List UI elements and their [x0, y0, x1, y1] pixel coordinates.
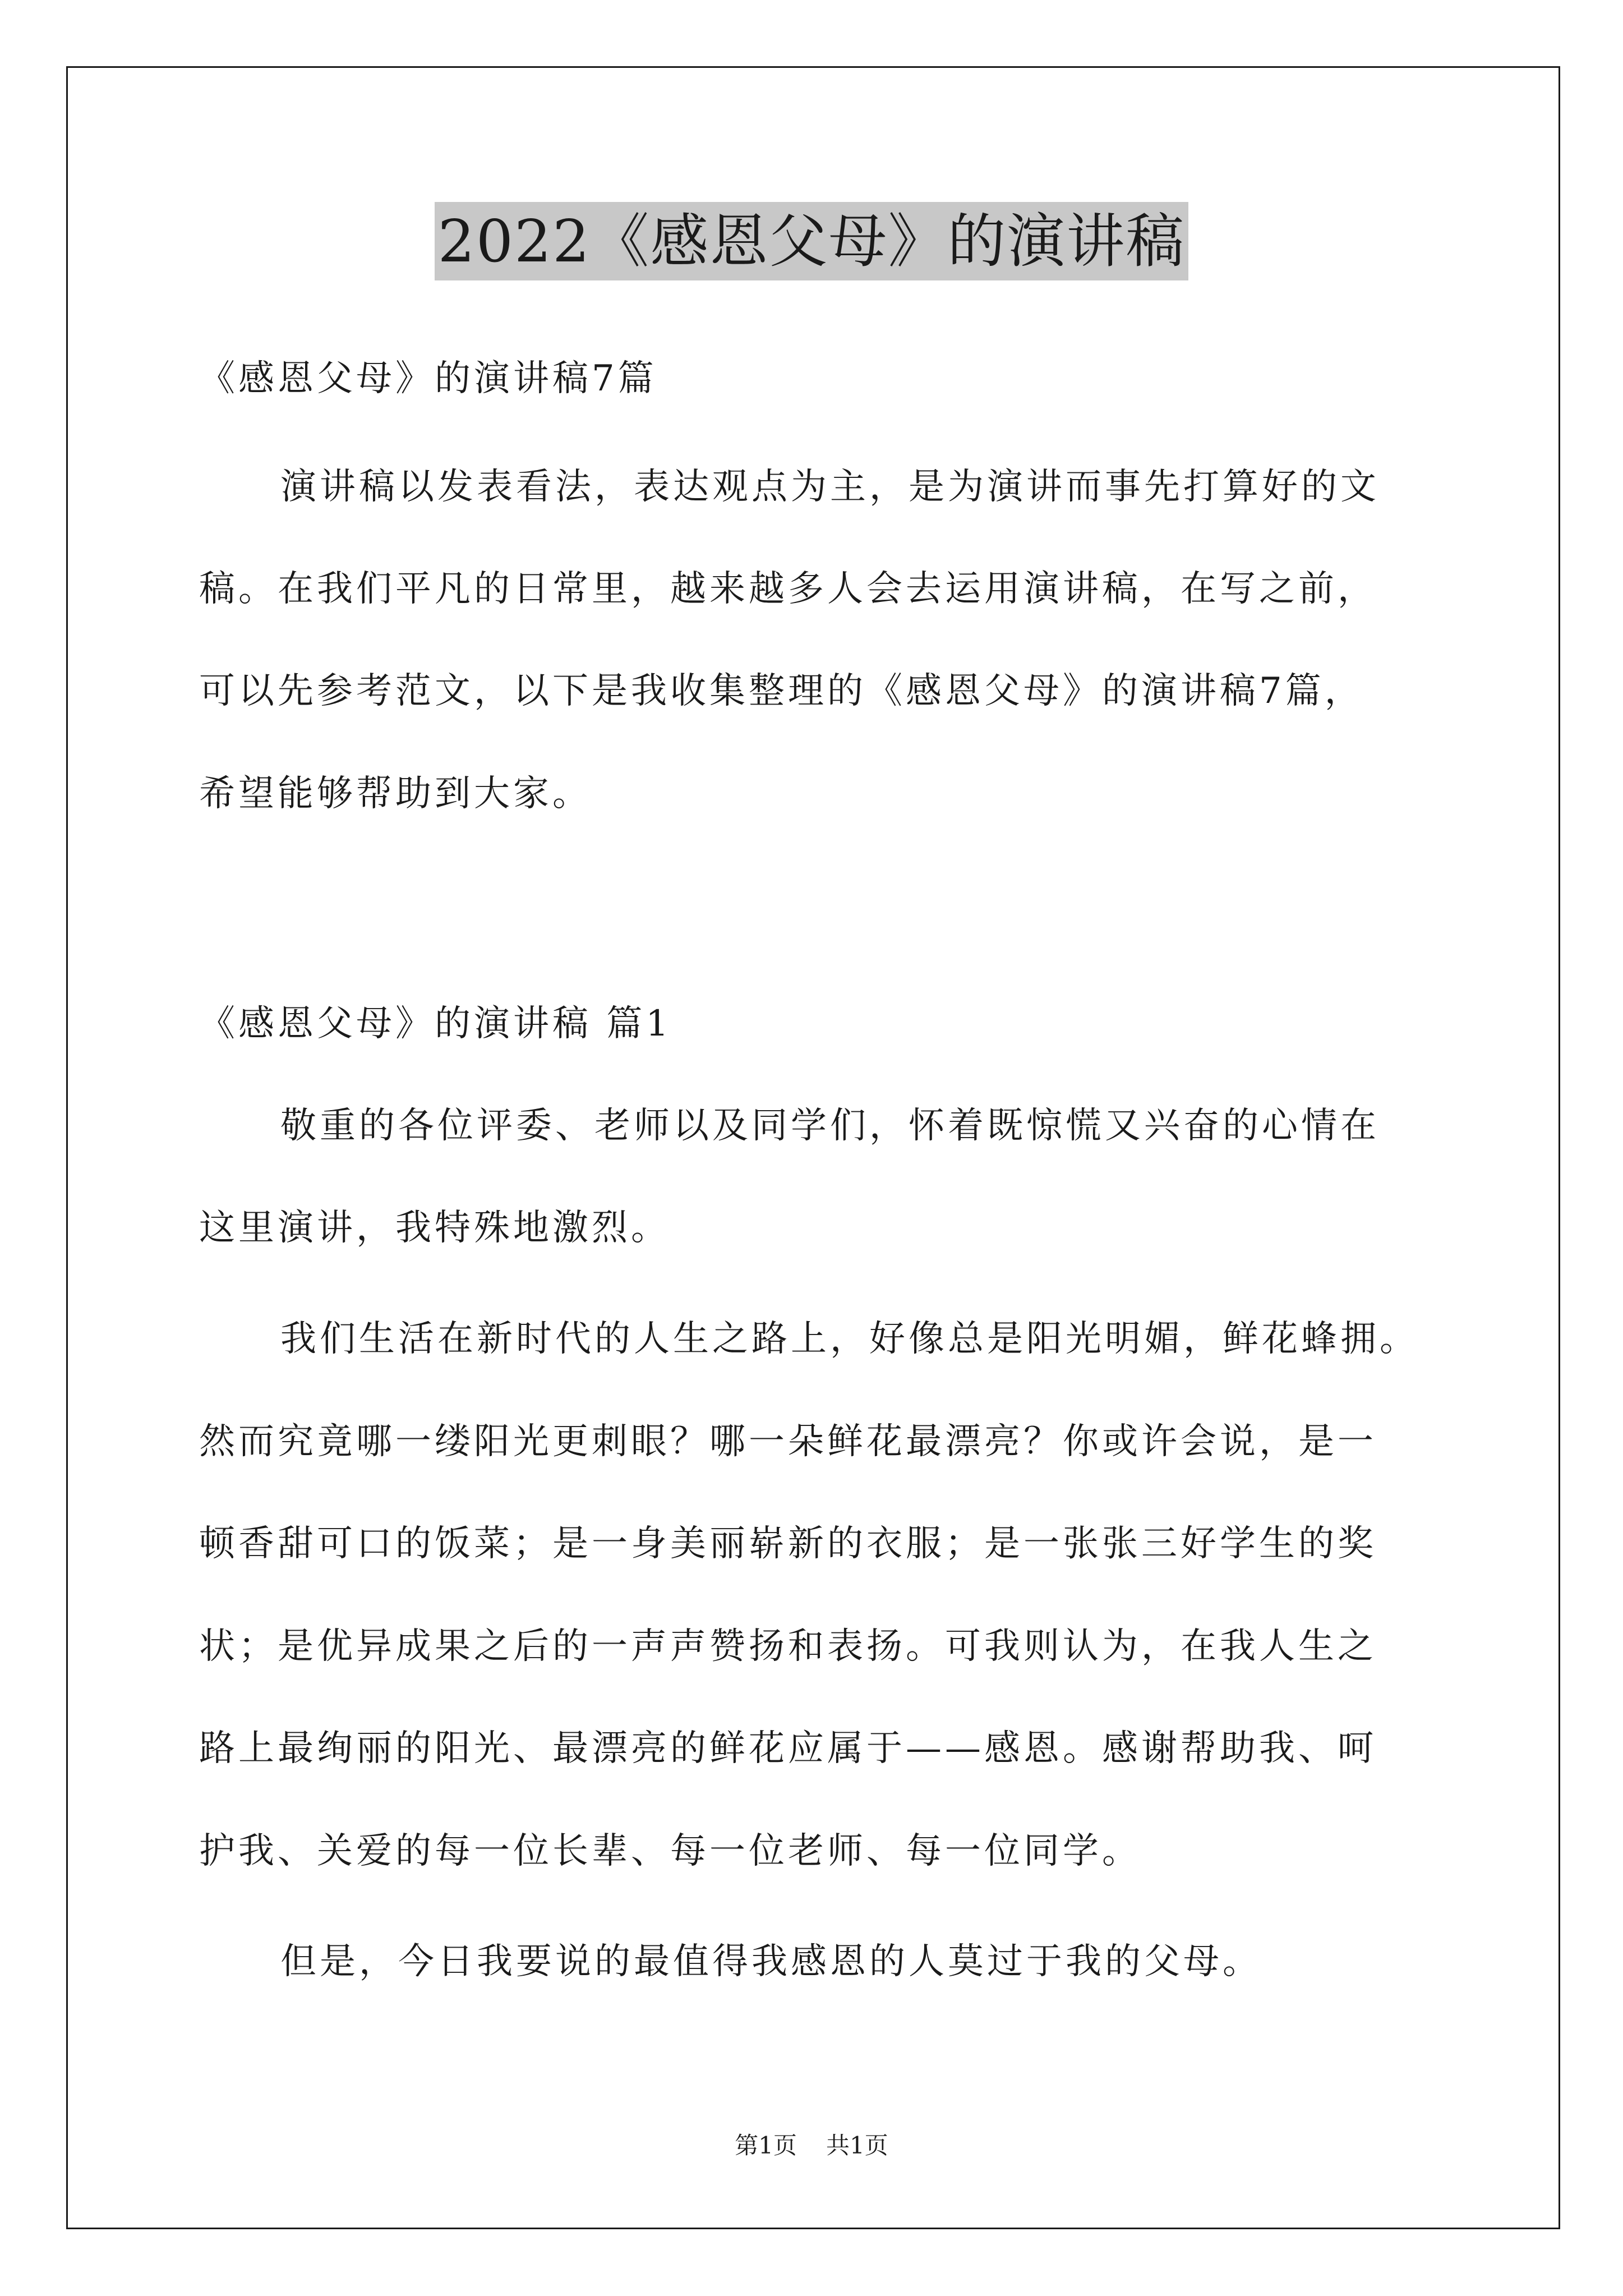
paragraph-line: 顿香甜可口的饭菜；是一身美丽崭新的衣服；是一张张三好学生的奖 [199, 1523, 1377, 1565]
paragraph-line: 护我、关爱的每一位长辈、每一位老师、每一位同学。 [199, 1830, 1141, 1872]
paragraph-line: 状；是优异成果之后的一声声赞扬和表扬。可我则认为，在我人生之 [199, 1626, 1377, 1667]
intro-line: 可以先参考范文，以下是我收集整理的《感恩父母》的演讲稿7篇， [199, 670, 1364, 712]
title-wrap [0, 202, 1623, 280]
page-footer [0, 2129, 1623, 2162]
paragraph-line: 我们生活在新时代的人生之路上，好像总是阳光明媚，鲜花蜂拥。 [280, 1318, 1419, 1360]
paragraph-line: 路上最绚丽的阳光、最漂亮的鲜花应属于——感恩。感谢帮助我、呵 [199, 1728, 1377, 1769]
section-heading: 《感恩父母》的演讲稿 篇1 [199, 1003, 672, 1045]
paragraph-line: 然而究竟哪一缕阳光更刺眼？哪一朵鲜花最漂亮？你或许会说，是一 [199, 1421, 1377, 1462]
intro-line: 稿。在我们平凡的日常里，越来越多人会去运用演讲稿，在写之前， [199, 568, 1377, 610]
document-title: 2022《感恩父母》的演讲稿 [435, 202, 1189, 280]
page-number: 第1页 [735, 2132, 797, 2159]
page-total: 共1页 [826, 2132, 888, 2159]
paragraph-line: 敬重的各位评委、老师以及同学们，怀着既惊慌又兴奋的心情在 [280, 1105, 1380, 1147]
document-subtitle: 《感恩父母》的演讲稿7篇 [199, 358, 657, 399]
paragraph-line: 但是，今日我要说的最值得我感恩的人莫过于我的父母。 [280, 1941, 1262, 1982]
paragraph-line: 这里演讲，我特殊地激烈。 [199, 1207, 670, 1249]
intro-line: 演讲稿以发表看法，表达观点为主，是为演讲而事先打算好的文 [280, 466, 1380, 508]
intro-line: 希望能够帮助到大家。 [199, 773, 592, 815]
